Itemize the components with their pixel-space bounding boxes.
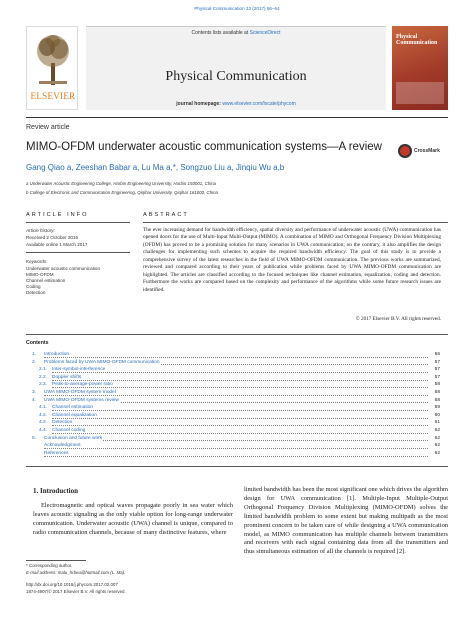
tree-icon <box>35 33 71 87</box>
elsevier-logo[interactable] <box>26 26 78 110</box>
toc-item[interactable] <box>26 367 440 374</box>
available-date: Available online 1 March 2017 <box>26 242 88 247</box>
crossmark-icon <box>398 144 412 158</box>
toc-number: 4. <box>32 397 37 403</box>
toc-page-number: 59 <box>434 405 440 411</box>
crossmark-badge[interactable] <box>398 144 450 158</box>
keyword: Detection <box>26 290 46 295</box>
toc-item[interactable] <box>26 420 440 427</box>
toc-leader <box>52 418 428 419</box>
toc-label[interactable]: Inter-symbol-interference <box>52 367 106 373</box>
toc-leader <box>52 372 428 373</box>
toc-label[interactable]: Doppler shifts <box>52 374 82 380</box>
toc-page-number: 57 <box>434 359 440 365</box>
header-divider <box>26 117 448 118</box>
toc-label[interactable]: Acknowledgment <box>44 443 81 449</box>
toc-page-number: 61 <box>434 420 440 426</box>
toc-leader <box>44 456 428 457</box>
toc-number: 2. <box>32 359 37 365</box>
toc-page-number: 62 <box>434 443 440 449</box>
toc-item[interactable] <box>26 451 440 458</box>
toc-item[interactable] <box>26 398 440 405</box>
toc-page-number: 62 <box>434 428 440 433</box>
body-right-column: limited bandwidth has been the most significant one which drives the algorithm design for UWA communication [1]. Multiple-Input Multiple-Output Orthogonal Frequency Division Multiplexing (MIMO-OFDM) solves the limited bandwidth problem to some extent but making multipath as the most prominent concern to be taken care of while designing a UWA communication model, as MIMO communication has multiple channels between transmitters and receivers with each signal containing data from all the transmitters and thus simultaneous estimation of all the channels is required [2]. <box>244 486 448 556</box>
toc-page-number: 60 <box>434 412 440 418</box>
contents-bottom-rule <box>26 466 448 467</box>
affiliation-a: a Underwater Acoustic Engineering College, Harbin Engineering University, Harbin 150001, China <box>26 181 217 186</box>
toc-page-number: 58 <box>434 397 440 403</box>
keyword: Channel estimation <box>26 278 66 283</box>
toc-item[interactable] <box>26 360 440 367</box>
contents-top-rule <box>26 334 448 335</box>
email-note[interactable]: E-mail address: malu_hrbeu@hotmail.com (L. Ma). <box>26 570 126 575</box>
info-rule <box>26 222 130 223</box>
footnote-rule <box>26 560 86 561</box>
toc-label[interactable]: Conclusion and future work <box>44 435 103 441</box>
toc-item[interactable] <box>26 375 440 382</box>
doi-link[interactable]: http://dx.doi.org/10.1016/j.phycom.2017.02.007 <box>26 582 118 587</box>
sciencedirect-link[interactable]: ScienceDirect <box>249 30 281 36</box>
toc-item[interactable] <box>26 428 440 435</box>
toc-page-number: 62 <box>434 450 440 456</box>
keywords-label: Keywords: <box>26 259 48 264</box>
abstract-text: The ever increasing demand for bandwidth efficiency, spatial diversity and performance of underwater acoustic (UWA) communication has opened doors for the use of Multi-Input Multi-Output (MIMO). A combination of MIMO and Orthogonal Frequency Division Multiplexing (OFDM) has proved to be a promising solution for many scenarios in UWA communication; on the contrary, it also amplifies the design challenges for implementing such schemes to acquire the required bandwidth efficiency. The goal of this study is to provide a comprehensive survey of the latest researches in the field of UWA MIMO-OFDM communication. The previous works are summarized, reviewed and compared according to their years of publication while problems faced by UWA MIMO-OFDM communication are highlighted. The articles are classified according to the focused techniques like channel estimation, equalization, coding and detection. Furthermore the works are compared based on the complexity and performance of the algorithms while some future research issues are identified. <box>143 227 441 293</box>
abstract-heading: ABSTRACT <box>143 212 189 218</box>
toc-item[interactable] <box>26 443 440 450</box>
toc-number: 4.3. <box>39 420 48 426</box>
body-left-column: Electromagnetic and optical waves propagate poorly in sea water which leaves acoustic signaling as the only viable option for long-range underwater communication. Underwater acoustic (UWA) channel is unique, compared to radio communication channels, because of many distinctive features, where <box>33 502 233 536</box>
toc-leader <box>44 448 428 449</box>
toc-item[interactable] <box>26 390 440 397</box>
toc-label[interactable]: Channel equalization <box>52 412 97 418</box>
toc-item[interactable] <box>26 352 440 359</box>
received-date: Received 2 October 2016 <box>26 235 79 240</box>
toc-label[interactable]: UWA MIMO-OFDM system model <box>44 390 116 395</box>
toc-page-number: 57 <box>434 367 440 373</box>
journal-homepage-line: journal homepage: www.elsevier.com/locate/phycom <box>176 101 296 107</box>
contents-heading: Contents <box>26 340 49 346</box>
cover-strip <box>396 82 444 104</box>
history-label: Article history: <box>26 228 55 233</box>
toc-label[interactable]: UWA MIMO-OFDM systems review <box>44 397 119 403</box>
toc-page-number: 58 <box>434 390 440 395</box>
toc-number: 4.1. <box>39 405 48 411</box>
toc-number: 2.1. <box>39 367 48 373</box>
toc-leader <box>52 425 428 426</box>
corresponding-author-note: * Corresponding author. <box>26 563 73 568</box>
journal-citation[interactable]: Physical Communication 23 (2017) 56–64 <box>194 6 280 11</box>
article-title: MIMO-OFDM underwater acoustic communication systems—A review <box>26 141 382 153</box>
toc-label[interactable]: Channel estimation <box>52 405 94 411</box>
affiliation-b: b College of Electronic and Communication Engineering, Qiqihar University, Qiqihar 161000, China <box>26 190 218 195</box>
toc-number: 4.4. <box>39 428 48 433</box>
journal-homepage-link[interactable]: www.elsevier.com/locate/phycom <box>222 101 296 107</box>
toc-number: 5. <box>32 435 37 441</box>
toc-page-number: 56 <box>434 352 440 357</box>
journal-title: Physical Communication <box>165 69 307 84</box>
toc-label[interactable]: Peak-to-average-power ratio <box>52 382 113 388</box>
contents-available-line: Contents lists available at ScienceDirect <box>191 30 281 36</box>
toc-item[interactable] <box>26 405 440 412</box>
toc-page-number: 62 <box>434 435 440 441</box>
toc-leader <box>52 433 428 434</box>
toc-label[interactable]: Detection <box>52 420 73 426</box>
journal-header <box>26 24 448 116</box>
toc-number: 4.2. <box>39 412 48 418</box>
article-type: Review article <box>26 124 70 131</box>
cover-title: Physical Communication <box>396 34 438 46</box>
toc-item[interactable] <box>26 382 440 389</box>
toc-number: 1. <box>32 352 37 357</box>
abstract-rule <box>143 222 448 223</box>
issn-line: 1874-4907/© 2017 Elsevier B.V. All rights reserved. <box>26 589 126 594</box>
abstract-copyright: © 2017 Elsevier B.V. All rights reserved. <box>355 316 441 322</box>
toc-label[interactable]: Channel coding <box>52 428 86 433</box>
info-mid-rule <box>26 252 130 253</box>
toc-label[interactable]: Problems faced by UWA MIMO-OFDM communication <box>44 359 160 365</box>
toc-leader <box>52 380 428 381</box>
section-heading: 1. Introduction <box>33 487 78 495</box>
crossmark-label: CrossMark <box>414 148 440 154</box>
toc-label[interactable]: Introduction <box>44 352 70 357</box>
toc-number: 2.3. <box>39 382 48 388</box>
journal-banner <box>86 26 386 110</box>
toc-label[interactable]: References <box>44 450 69 456</box>
toc-leader <box>44 357 428 358</box>
toc-page-number: 58 <box>434 382 440 388</box>
journal-cover-image[interactable] <box>392 26 448 110</box>
author-list[interactable]: Gang Qiao a, Zeeshan Babar a, Lu Ma a,*, Songzuo Liu a, Jinqiu Wu a,b <box>26 163 285 172</box>
toc-leader <box>52 410 428 411</box>
toc-page-number: 57 <box>434 374 440 380</box>
keyword: Coding <box>26 284 41 289</box>
toc-number: 3. <box>32 390 37 395</box>
toc-item[interactable] <box>26 413 440 420</box>
article-info-heading: ARTICLE INFO <box>26 212 89 218</box>
elsevier-wordmark: ELSEVIER <box>30 91 76 101</box>
keyword: MIMO-OFDM <box>26 272 54 277</box>
toc-item[interactable] <box>26 436 440 443</box>
keyword: Underwater acoustic communication <box>26 266 101 271</box>
toc-number: 2.2. <box>39 374 48 380</box>
